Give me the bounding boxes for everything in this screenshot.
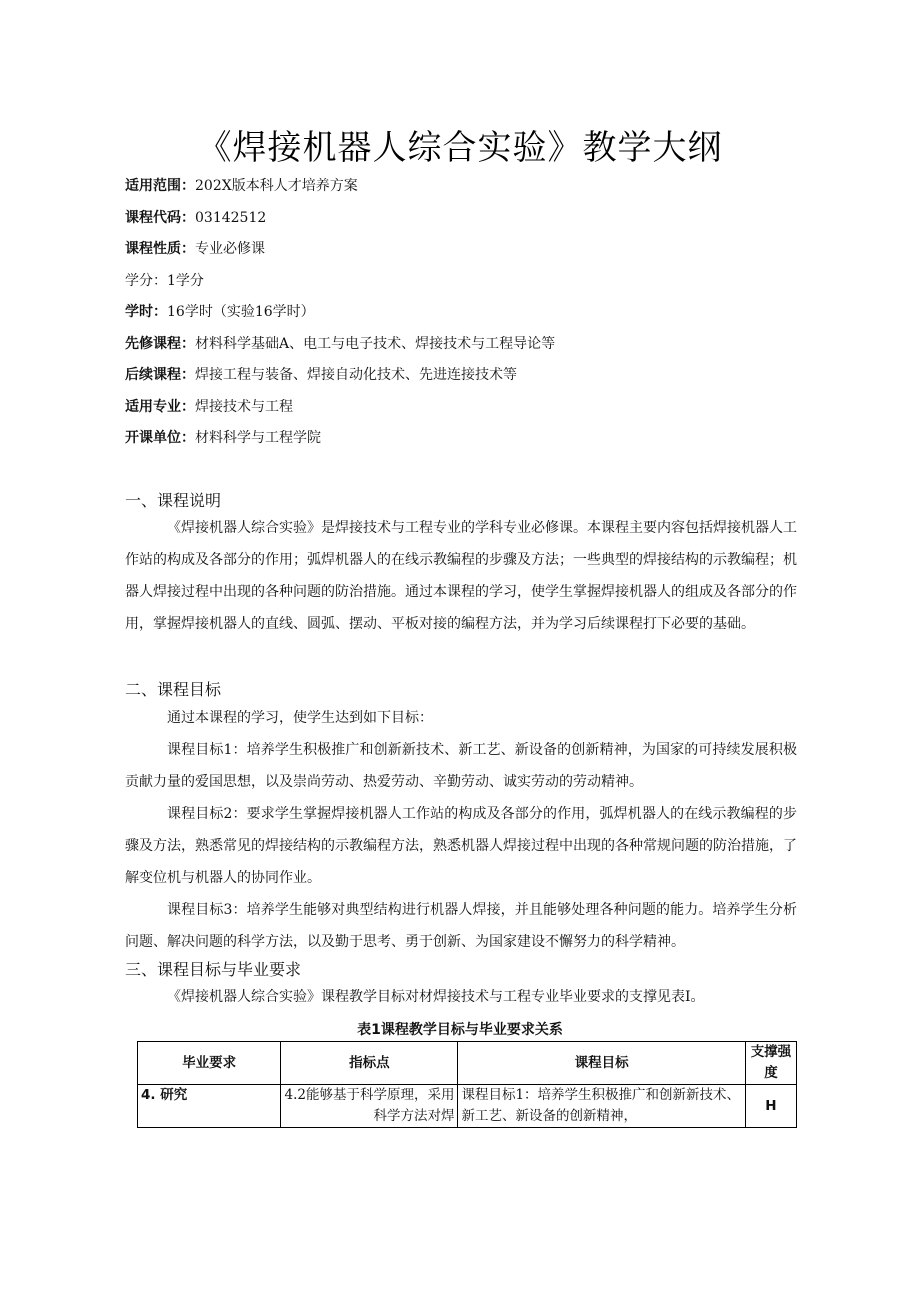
course-description-text: 《焊接机器人综合实验》是焊接技术与工程专业的学科专业必修课。本课程主要内容包括焊接机器人工作站的构成及各部分的作用；弧焊机器人的在线示教编程的步骤及方法；一些典型的焊接结构的示教编程；机器人焊接过程中出现的各种问题的防治措施。通过本课程的学习，使学生掌握焊接机器人的组成及各部分的作用，掌握焊接机器人的直线、圆弧、摆动、平板对接的编程方法，并为学习后续课程打下必要的基础。 bbox=[125, 520, 797, 632]
info-value: 16学时（实验16学时） bbox=[167, 304, 315, 320]
info-row bbox=[125, 271, 825, 303]
cell-indicator: 4.2能够基于科学原理，采用科学方法对焊 bbox=[281, 1085, 458, 1128]
goals-intro: 通过本课程的学习，使学生达到如下目标： bbox=[167, 710, 433, 726]
info-value: 焊接工程与装备、焊接自动化技术、先进连接技术等 bbox=[195, 367, 517, 383]
info-value: 03142512 bbox=[195, 209, 267, 226]
info-label: 适用范围： bbox=[125, 178, 195, 194]
section-heading-course-goals: 二、课程目标 bbox=[125, 680, 222, 699]
course-goals bbox=[125, 702, 797, 958]
course-description bbox=[125, 512, 797, 640]
requirements-table bbox=[137, 1041, 797, 1128]
header-graduation-requirement: 毕业要求 bbox=[138, 1042, 281, 1085]
info-label: 开课单位： bbox=[125, 430, 195, 446]
info-value: 材料科学基础A、电工与电子技术、焊接技术与工程导论等 bbox=[195, 335, 556, 352]
page-title: 《焊接机器人综合实验》教学大纲 bbox=[197, 128, 723, 168]
info-label: 课程代码： bbox=[125, 209, 195, 226]
info-value: 材料科学与工程学院 bbox=[195, 430, 321, 446]
table-caption: 表1课程教学目标与毕业要求关系 bbox=[357, 1022, 563, 1038]
info-row bbox=[125, 302, 825, 334]
table-header-row bbox=[138, 1042, 797, 1085]
goal-3: 课程目标3：培养学生能够对典型结构进行机器人焊接，并且能够处理各种问题的能力。培养学生分析问题、解决问题的科学方法，以及勤于思考、勇于创新、为国家建设不懈努力的科学精神。 bbox=[125, 902, 797, 950]
header-course-goal: 课程目标 bbox=[458, 1042, 745, 1085]
info-value: 焊接技术与工程 bbox=[195, 398, 293, 415]
info-label: 先修课程： bbox=[125, 335, 195, 352]
info-row bbox=[125, 397, 825, 429]
info-row bbox=[125, 365, 825, 397]
goal-1: 课程目标1：培养学生积极推广和创新新技术、新工艺、新设备的创新精神，为国家的可持续发展积极贡献力量的爱国思想，以及崇尚劳动、热爱劳动、辛勤劳动、诚实劳动的劳动精神。 bbox=[125, 742, 797, 790]
info-label: 学时： bbox=[125, 304, 167, 320]
section-heading-course-description: 一、课程说明 bbox=[125, 491, 222, 510]
cell-requirement: 4. 研究 bbox=[138, 1085, 281, 1128]
section-heading-graduation-requirements: 三、课程目标与毕业要求 bbox=[125, 960, 302, 979]
info-row bbox=[125, 428, 825, 460]
info-label: 后续课程： bbox=[125, 367, 195, 383]
table-row bbox=[138, 1085, 797, 1128]
support-text: 《焊接机器人综合实验》课程教学目标对材焊接技术与工程专业毕业要求的支撑见表I。 bbox=[167, 989, 705, 1005]
graduation-requirements-intro bbox=[125, 981, 797, 1013]
info-value: 202X版本科人才培养方案 bbox=[195, 178, 358, 194]
cell-course-goal: 课程目标1：培养学生积极推广和创新新技术、新工艺、新设备的创新精神， bbox=[458, 1085, 745, 1128]
course-info bbox=[125, 176, 825, 460]
header-indicator: 指标点 bbox=[281, 1042, 458, 1085]
info-label: 适用专业： bbox=[125, 398, 195, 415]
info-value: 1学分 bbox=[167, 272, 204, 289]
info-label: 课程性质： bbox=[125, 241, 195, 257]
cell-strength: H bbox=[745, 1085, 796, 1128]
info-row bbox=[125, 208, 825, 240]
info-row bbox=[125, 239, 825, 271]
info-row bbox=[125, 176, 825, 208]
goal-2: 课程目标2：要求学生掌握焊接机器人工作站的构成及各部分的作用，弧焊机器人的在线示教编程的步骤及方法，熟悉常见的焊接结构的示教编程方法，熟悉机器人焊接过程中出现的各种常规问题的防治措施，了解变位机与机器人的协同作业。 bbox=[125, 806, 797, 886]
header-support-strength: 支撑强度 bbox=[745, 1042, 796, 1085]
info-row bbox=[125, 334, 825, 366]
info-label: 学分： bbox=[125, 272, 167, 289]
info-value: 专业必修课 bbox=[195, 241, 265, 257]
